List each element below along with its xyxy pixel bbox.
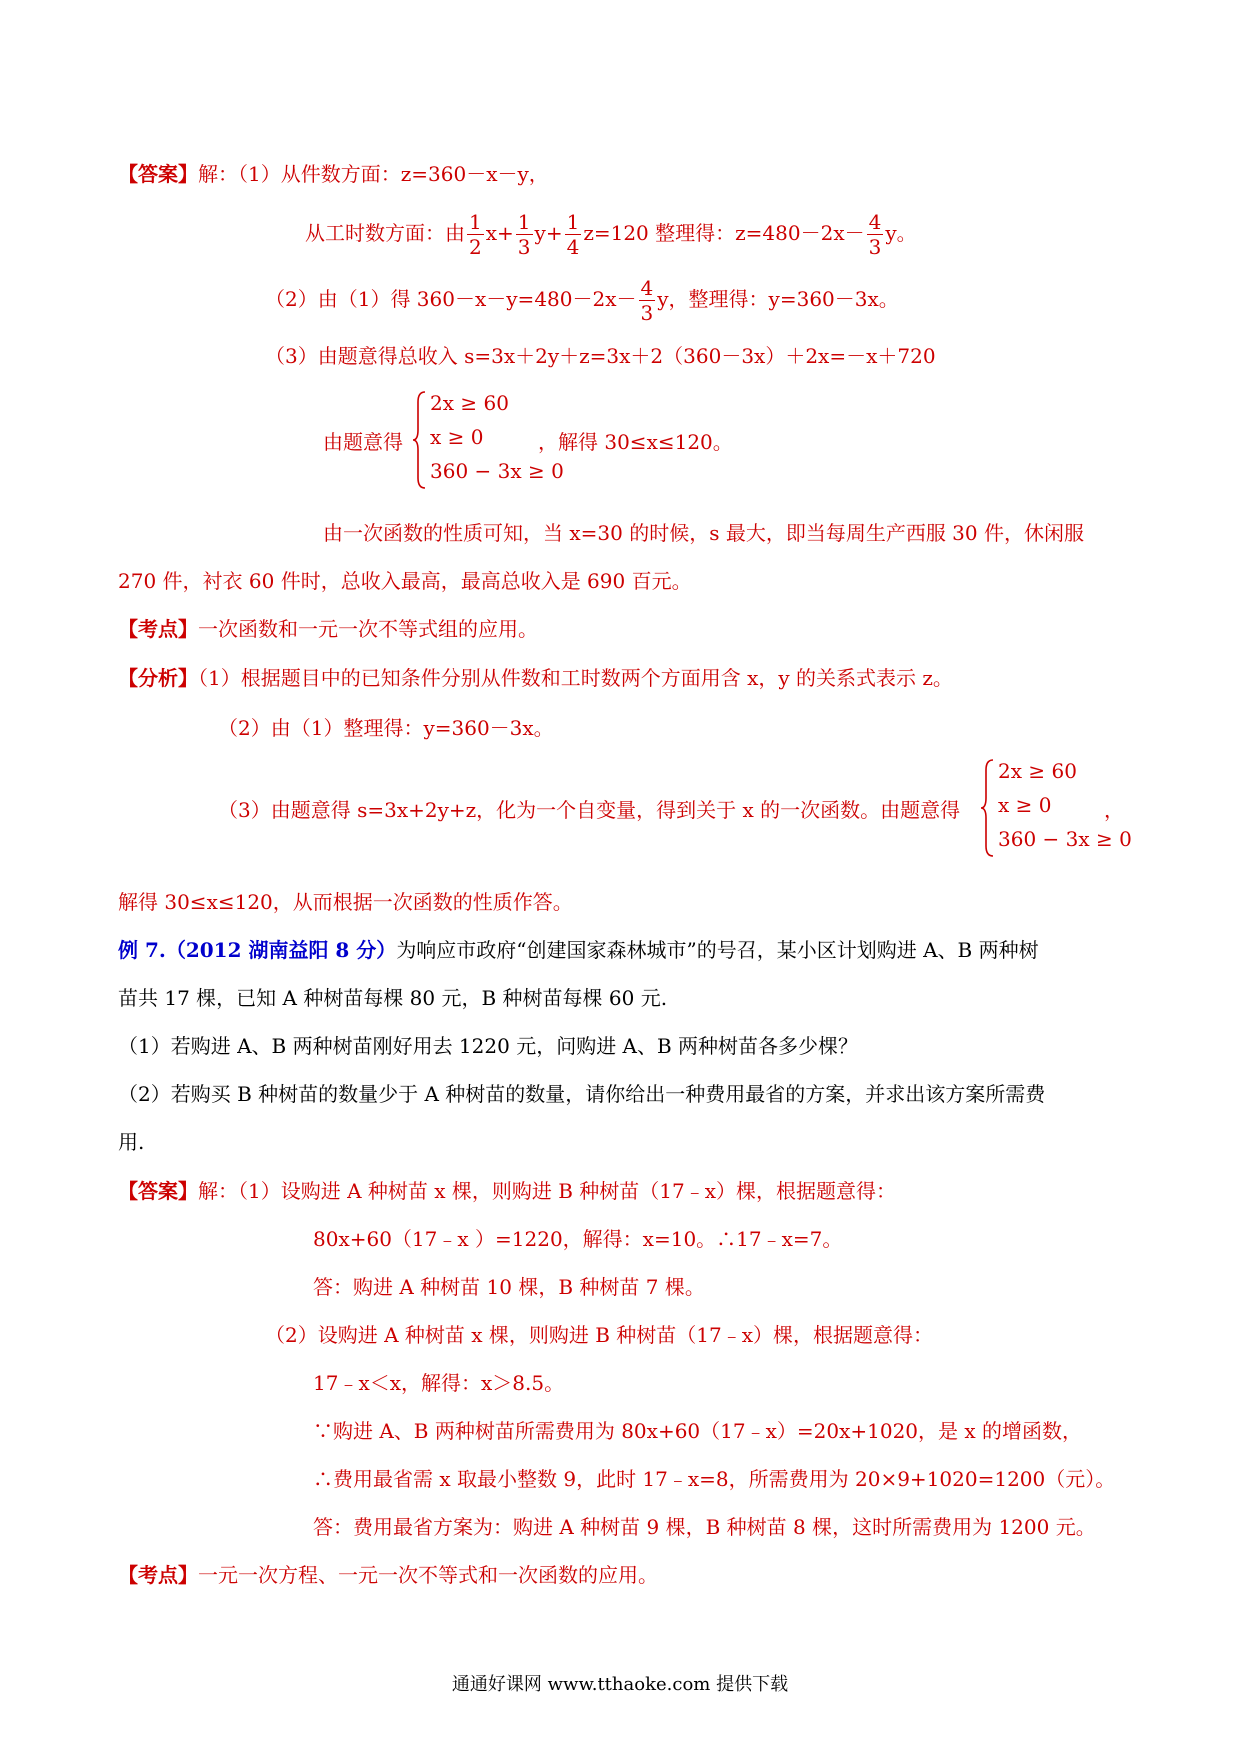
fraction-numerator: 4 [868, 210, 882, 234]
kaodian2-line [118, 1561, 658, 1589]
fenxi-line-3: （3）由题意得 s=3x+2y+z，化为一个自变量，得到关于 x 的一次函数。由题意得 [218, 798, 961, 822]
answer2-line-6: ∵购进 A、B 两种树苗所需费用为 80x+60（17﹣x）=20x+1020，是 x 的增函数， [313, 1419, 1083, 1443]
example-7-line-2: 苗共 17 棵，已知 A 种树苗每棵 80 元，B 种树苗每棵 60 元. [118, 986, 668, 1010]
fenxi-comma: ， [1104, 798, 1124, 822]
fenxi-text: （1）根据题目中的已知条件分别从件数和工时数两个方面用含 x，y 的关系式表示 z。 [198, 666, 953, 690]
system-row: x ≥ 0 [998, 793, 1052, 817]
fraction-numerator: 1 [517, 210, 531, 234]
fraction-numerator: 4 [640, 276, 654, 300]
system-row: 360 − 3x ≥ 0 [998, 827, 1132, 851]
fraction [639, 276, 656, 325]
system-label: 由题意得 [323, 430, 403, 454]
system-row: 2x ≥ 60 [998, 759, 1077, 783]
text-segment: z=120 整理得：z=480－2x－ [583, 221, 865, 245]
fraction-denominator: 3 [868, 235, 882, 259]
answer-tag: 【答案】 [118, 162, 198, 186]
example-label: 例 7. [118, 938, 166, 962]
answer-line-3 [265, 276, 899, 325]
example-source: （2012 湖南益阳 8 分） [165, 938, 397, 962]
fraction-denominator: 3 [517, 235, 531, 259]
fenxi-line-2: （2）由（1）整理得：y=360－3x。 [218, 716, 554, 740]
fraction-denominator: 4 [566, 235, 580, 259]
answer-line-1 [118, 160, 549, 188]
answer2-line-7: ∴费用最省需 x 取最小整数 9，此时 17﹣x=8，所需费用为 20×9+1020=1200（元）。 [313, 1467, 1116, 1491]
text-segment: 从工时数方面：由 [305, 221, 465, 245]
example-7-line-3: （1）若购进 A、B 两种树苗刚好用去 1220 元，问购进 A、B 两种树苗各多少棵？ [118, 1034, 859, 1058]
left-brace-icon [980, 758, 996, 858]
inequality-system [980, 758, 1132, 858]
answer-text: 解：（1）设购进 A 种树苗 x 棵，则购进 B 种树苗（17﹣x）棵，根据题意得： [198, 1179, 897, 1203]
fraction [867, 210, 884, 259]
fraction [516, 210, 533, 259]
text-segment: （2）由（1）得 360－x－y=480－2x－ [265, 287, 637, 311]
answer-line-4: （3）由题意得总收入 s=3x＋2y＋z=3x＋2（360－3x）＋2x=－x＋720 [265, 344, 936, 368]
answer2-line-5: 17﹣x＜x，解得：x＞8.5。 [313, 1371, 565, 1395]
text-segment: y。 [885, 221, 917, 245]
fenxi-tag: 【分析】 [118, 666, 198, 690]
answer2-line-8: 答：费用最省方案为：购进 A 种树苗 9 棵，B 种树苗 8 棵，这时所需费用为 1200 元。 [313, 1515, 1096, 1539]
fraction [565, 210, 582, 259]
system-result: ，解得 30≤x≤120。 [538, 430, 733, 454]
example-7-line-5: 用. [118, 1130, 145, 1154]
kaodian-text: 一次函数和一元一次不等式组的应用。 [198, 617, 538, 641]
page-footer: 通通好课网 www.tthaoke.com 提供下载 [451, 1674, 789, 1695]
fraction-numerator: 1 [469, 210, 482, 234]
answer2-line-2: 80x+60（17﹣x ）=1220，解得：x=10。∴17﹣x=7。 [313, 1227, 843, 1251]
answer2-line-3: 答：购进 A 种树苗 10 棵，B 种树苗 7 棵。 [313, 1275, 705, 1299]
answer2-line-4: （2）设购进 A 种树苗 x 棵，则购进 B 种树苗（17﹣x）棵，根据题意得： [265, 1323, 934, 1347]
answer-line-6: 270 件，衬衣 60 件时，总收入最高，最高总收入是 690 百元。 [118, 569, 692, 593]
answer-line-2 [305, 210, 917, 259]
answer-text: 解：（1）从件数方面：z=360－x－y， [198, 162, 549, 186]
fenxi-line-4: 解得 30≤x≤120，从而根据一次函数的性质作答。 [118, 890, 573, 914]
left-brace-icon [412, 390, 428, 490]
system-row: x ≥ 0 [430, 425, 484, 449]
fraction-denominator: 2 [469, 235, 482, 259]
example-7-line-4: （2）若购买 B 种树苗的数量少于 A 种树苗的数量，请你给出一种费用最省的方案，并求出该方案所需费 [118, 1082, 1046, 1106]
kaodian-text: 一元一次方程、一元一次不等式和一次函数的应用。 [198, 1563, 658, 1587]
text-segment: y，整理得：y=360－3x。 [657, 287, 899, 311]
answer-tag: 【答案】 [118, 1179, 198, 1203]
answer2-line-1 [118, 1177, 896, 1205]
fraction-denominator: 3 [640, 301, 654, 325]
fenxi-line-1 [118, 664, 953, 692]
system-row: 2x ≥ 60 [430, 391, 509, 415]
example-7-line-1 [118, 936, 1039, 964]
system-row: 360 − 3x ≥ 0 [430, 459, 564, 483]
fraction-numerator: 1 [566, 210, 580, 234]
kaodian-line [118, 615, 538, 643]
text-segment: y+ [534, 221, 563, 245]
question-text: 为响应市政府“创建国家森林城市”的号召，某小区计划购进 A、B 两种树 [396, 938, 1039, 962]
inequality-system [412, 390, 564, 490]
fraction [467, 210, 484, 259]
kaodian-tag: 【考点】 [118, 1563, 198, 1587]
kaodian-tag: 【考点】 [118, 617, 198, 641]
answer-line-5: 由一次函数的性质可知，当 x=30 的时候，s 最大，即当每周生产西服 30 件，休闲服 [323, 521, 1084, 545]
text-segment: x+ [485, 221, 514, 245]
